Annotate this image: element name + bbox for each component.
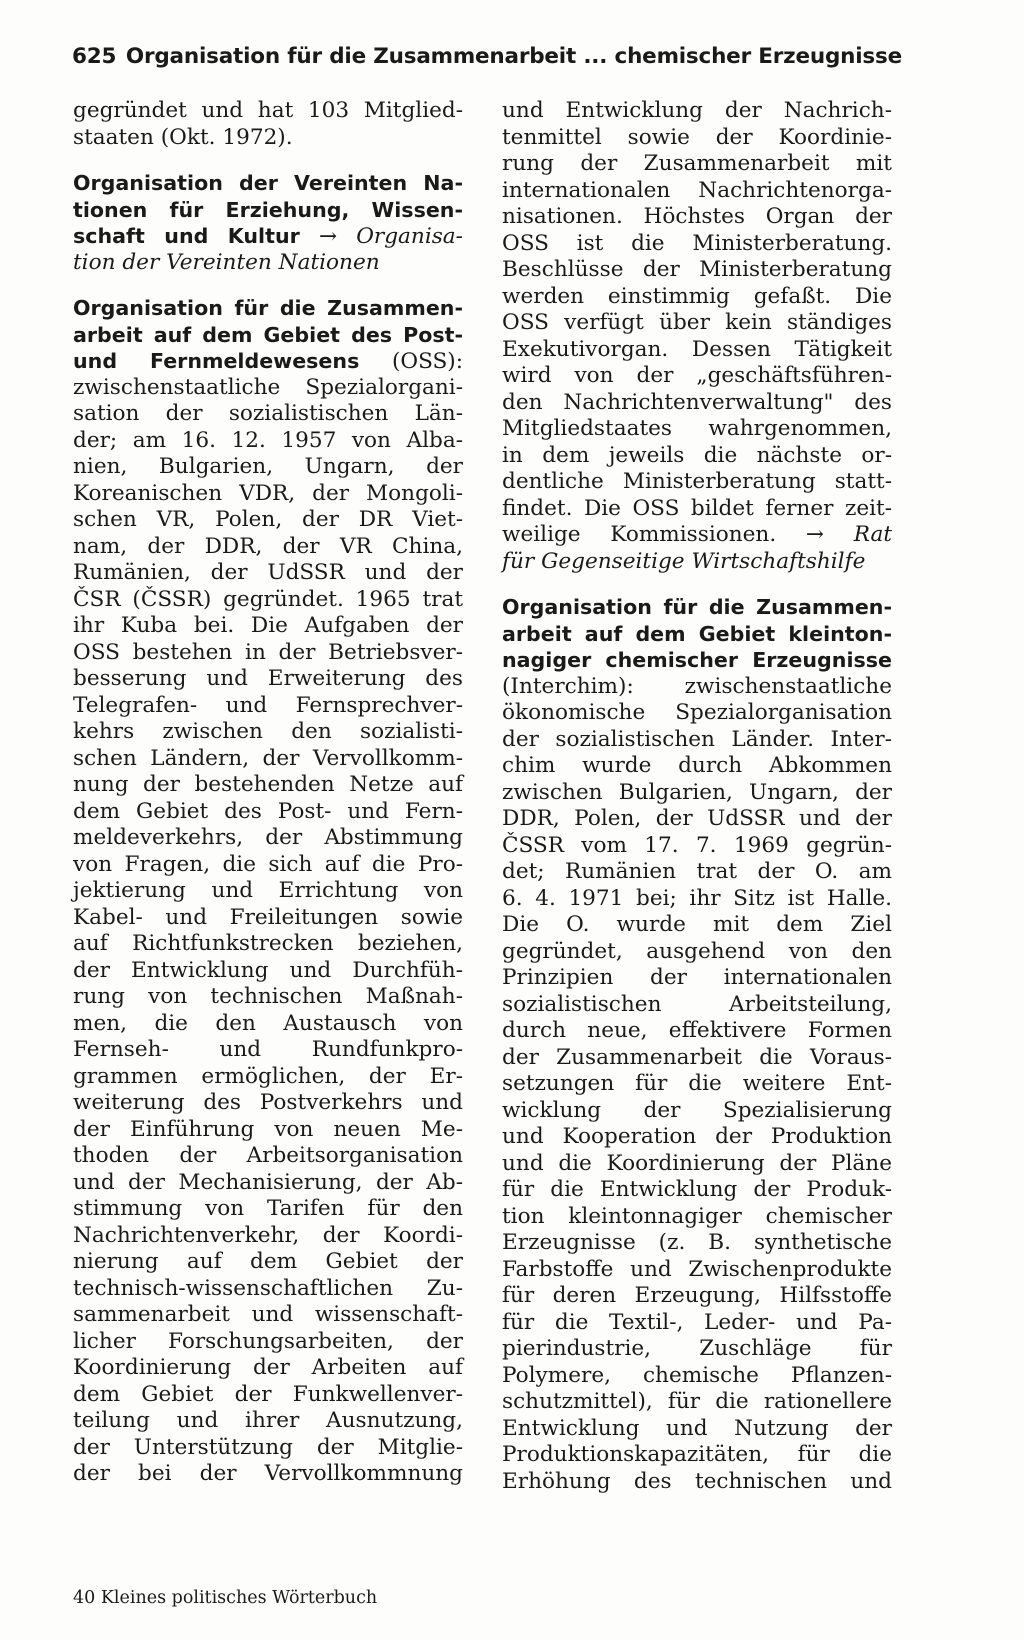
body-line: chim wurde durch Abkommen — [502, 753, 892, 778]
body-line: und Entwicklung der Nachrich- — [502, 98, 892, 123]
body-line: der Unterstützung der Mitglie- — [73, 1434, 463, 1460]
body-line: dem Gebiet der Funkwellenver- — [73, 1381, 463, 1407]
body-line: rung von technischen Maßnah- — [73, 984, 463, 1009]
body-line: men, die den Austausch von — [73, 1010, 463, 1036]
body-line: kehrs zwischen den sozialisti- — [73, 719, 463, 744]
page-footer: 40 Kleines politisches Wörterbuch — [73, 1588, 378, 1608]
right-column — [502, 98, 892, 1495]
body-line: zwischenstaatliche Spezialorgani- — [73, 374, 463, 400]
body-line: Kabel- und Freileitungen sowie — [73, 904, 463, 930]
body-line: wird von der „geschäftsführen- — [502, 363, 892, 388]
body-line: Fernseh- und Rundfunkpro- — [73, 1037, 463, 1062]
body-line: sozialistischen Arbeitsteilung, — [502, 991, 892, 1017]
body-line: grammen ermöglichen, der Er- — [73, 1063, 463, 1089]
body-line: sammenarbeit und wissenschaft- — [73, 1302, 463, 1327]
body-line: Telegrafen- und Fernsprechver- — [73, 692, 463, 718]
body-line: Beschlüsse der Ministerberatung — [502, 257, 892, 282]
body-line: durch neue, effektivere Formen — [502, 1018, 892, 1043]
body-line: rung der Zusammenarbeit mit — [502, 151, 892, 176]
text-line: gegründet und hat 103 Mitglied- — [73, 98, 463, 123]
body-line: tenmittel sowie der Koordinie- — [502, 124, 892, 150]
body-line: der; am 16. 12. 1957 von Alba- — [73, 427, 463, 453]
body-line: OSS verfügt über kein ständiges — [502, 310, 892, 335]
body-line: nien, Bulgarien, Ungarn, der — [73, 454, 463, 479]
body-line: der Entwicklung und Durchfüh- — [73, 957, 463, 983]
body-line: dem Gebiet des Post- und Fern- — [73, 798, 463, 824]
body-line: Prinzipien der internationalen — [502, 965, 892, 990]
body-line — [502, 522, 892, 549]
body-line: Koreanischen VDR, der Mongoli- — [73, 480, 463, 506]
body-line: dentliche Ministerberatung statt- — [502, 469, 892, 494]
body-line: Erhöhung des technischen und — [502, 1468, 892, 1494]
body-line: Erzeugnisse (z. B. synthetische — [502, 1230, 892, 1255]
cross-reference[interactable]: Organisa- — [356, 224, 463, 249]
entry-heading-text: schaft und Kultur — [73, 224, 300, 248]
entry-abbreviation: (Interchim): — [502, 673, 634, 699]
body-line: pierindustrie, Zuschläge für — [502, 1336, 892, 1361]
body-line: wicklung der Spezialisierung — [502, 1097, 892, 1123]
body-line: nisationen. Höchstes Organ der — [502, 204, 892, 229]
body-line: tion kleintonnagiger chemischer — [502, 1203, 892, 1229]
body-line: der Einführung von neuen Me- — [73, 1116, 463, 1142]
body-line: auf Richtfunkstrecken beziehen, — [73, 931, 463, 956]
entry-oss-continued — [502, 98, 892, 575]
body-line: nierung auf dem Gebiet der — [73, 1249, 463, 1274]
body-line: OSS bestehen in der Betriebsver- — [73, 639, 463, 665]
body-line: nam, der DDR, der VR China, — [73, 533, 463, 559]
body-line: findet. Die OSS bildet ferner zeit- — [502, 495, 892, 521]
body-line: in dem jeweils die nächste or- — [502, 442, 892, 468]
body-line: Farbstoffe und Zwischenprodukte — [502, 1256, 892, 1282]
body-line: gegründet, ausgehend von den — [502, 938, 892, 964]
body-line: Produktionskapazitäten, für die — [502, 1442, 892, 1467]
entry-heading-line: arbeit auf dem Gebiet des Post- — [73, 322, 463, 347]
body-line — [502, 674, 892, 701]
body-line: stimmung von Tarifen für den — [73, 1196, 463, 1221]
entry-abbreviation: (OSS): — [391, 349, 463, 374]
body-line: schen Ländern, der Vervollkomm- — [73, 745, 463, 771]
body-line: jektierung und Errichtung von — [73, 878, 463, 903]
body-line: schen VR, Polen, der DR Viet- — [73, 507, 463, 532]
entry-heading-line: arbeit auf dem Gebiet kleinton- — [502, 621, 892, 646]
body-line: für die Entwicklung der Produk- — [502, 1177, 892, 1202]
body-line: weiterung des Postverkehrs und — [73, 1090, 463, 1115]
body-line: Exekutivorgan. Dessen Tätigkeit — [502, 336, 892, 362]
body-line: den Nachrichtenverwaltung" des — [502, 389, 892, 415]
body-line: der bei der Vervollkommnung — [73, 1461, 463, 1486]
body-line: Koordinierung der Arbeiten auf — [73, 1355, 463, 1380]
entry-heading-line: Organisation für die Zusammen- — [73, 296, 463, 320]
body-line: ihr Kuba bei. Die Aufgaben der — [73, 613, 463, 638]
entry-heading-line: Organisation der Vereinten Na- — [73, 171, 463, 195]
body-text: zwischenstaatliche — [684, 673, 892, 699]
body-line: von Fragen, die sich auf die Pro- — [73, 851, 463, 877]
body-line: ökonomische Spezialorganisation — [502, 700, 892, 725]
body-line: det; Rumänien trat der O. am — [502, 859, 892, 884]
body-line: Mitgliedstaates wahrgenommen, — [502, 416, 892, 441]
entry-heading-line: tionen für Erziehung, Wissen- — [73, 197, 463, 222]
body-line: der Zusammenarbeit die Voraus- — [502, 1044, 892, 1070]
body-line: nung der bestehenden Netze auf — [73, 772, 463, 797]
body-line: werden einstimmig gefaßt. Die — [502, 283, 892, 309]
body-line: ČSSR vom 17. 7. 1969 gegrün- — [502, 832, 892, 858]
body-line: technisch-wissenschaftlichen Zu- — [73, 1275, 463, 1301]
running-title: Organisation für die Zusammenarbeit ... chemischer Erzeugnisse — [125, 44, 902, 69]
left-column — [73, 98, 463, 1488]
body-line: licher Forschungsarbeiten, der — [73, 1328, 463, 1354]
arrow-reference-icon: → — [318, 224, 338, 249]
cross-reference[interactable]: Rat — [853, 522, 892, 547]
body-line: meldeverkehrs, der Abstimmung — [73, 825, 463, 850]
body-text: weilige Kommissionen. — [502, 522, 777, 547]
body-line: DDR, Polen, der UdSSR und der — [502, 806, 892, 831]
body-line: und die Koordinierung der Pläne — [502, 1150, 892, 1176]
text-line: staaten (Okt. 1972). — [73, 124, 293, 150]
body-line: der sozialistischen Länder. Inter- — [502, 726, 892, 752]
body-line: schutzmittel), für die rationellere — [502, 1389, 892, 1414]
body-line: internationalen Nachrichtenorga- — [502, 177, 892, 203]
body-line: Polymere, chemische Pflanzen- — [502, 1362, 892, 1388]
body-line: OSS ist die Ministerberatung. — [502, 230, 892, 256]
entry-oss — [73, 295, 463, 1488]
body-line: thoden der Arbeitsorganisation — [73, 1143, 463, 1168]
body-line: sation der sozialistischen Län- — [73, 401, 463, 426]
body-line: und Kooperation der Produktion — [502, 1124, 892, 1149]
body-line: Nachrichtenverkehr, der Koordi- — [73, 1222, 463, 1248]
body-line: ČSR (ČSSR) gegründet. 1965 trat — [73, 586, 463, 612]
continued-paragraph — [73, 98, 463, 151]
body-line: Rumänien, der UdSSR und der — [73, 560, 463, 585]
arrow-reference-icon: → — [805, 522, 824, 547]
body-line: zwischen Bulgarien, Ungarn, der — [502, 779, 892, 805]
entry-interchim — [502, 594, 892, 1495]
body-line: Entwicklung und Nutzung der — [502, 1415, 892, 1441]
entry-heading-text: und Fernmeldewesens — [73, 349, 360, 373]
body-line: für deren Erzeugung, Hilfsstoffe — [502, 1283, 892, 1308]
entry-heading-line — [73, 223, 463, 250]
body-line: teilung und ihrer Ausnutzung, — [73, 1408, 463, 1433]
entry-heading-line: Organisation für die Zusammen- — [502, 595, 892, 619]
cross-reference[interactable]: tion der Vereinten Nationen — [73, 249, 380, 275]
page-number: 625 — [72, 44, 117, 69]
running-header — [72, 44, 902, 69]
body-line: 6. 4. 1971 bei; ihr Sitz ist Halle. — [502, 885, 892, 911]
body-line: für die Textil-, Leder- und Pa- — [502, 1309, 892, 1335]
cross-reference[interactable]: für Gegenseitige Wirtschaftshilfe — [502, 548, 866, 574]
entry-heading-line: nagiger chemischer Erzeugnisse — [502, 648, 892, 672]
body-line: Die O. wurde mit dem Ziel — [502, 912, 892, 937]
entry-heading-line — [73, 348, 463, 375]
body-line: besserung und Erweiterung des — [73, 666, 463, 691]
body-line: setzungen für die weitere Ent- — [502, 1071, 892, 1096]
entry-unesco — [73, 170, 463, 276]
body-line: und der Mechanisierung, der Ab- — [73, 1169, 463, 1195]
